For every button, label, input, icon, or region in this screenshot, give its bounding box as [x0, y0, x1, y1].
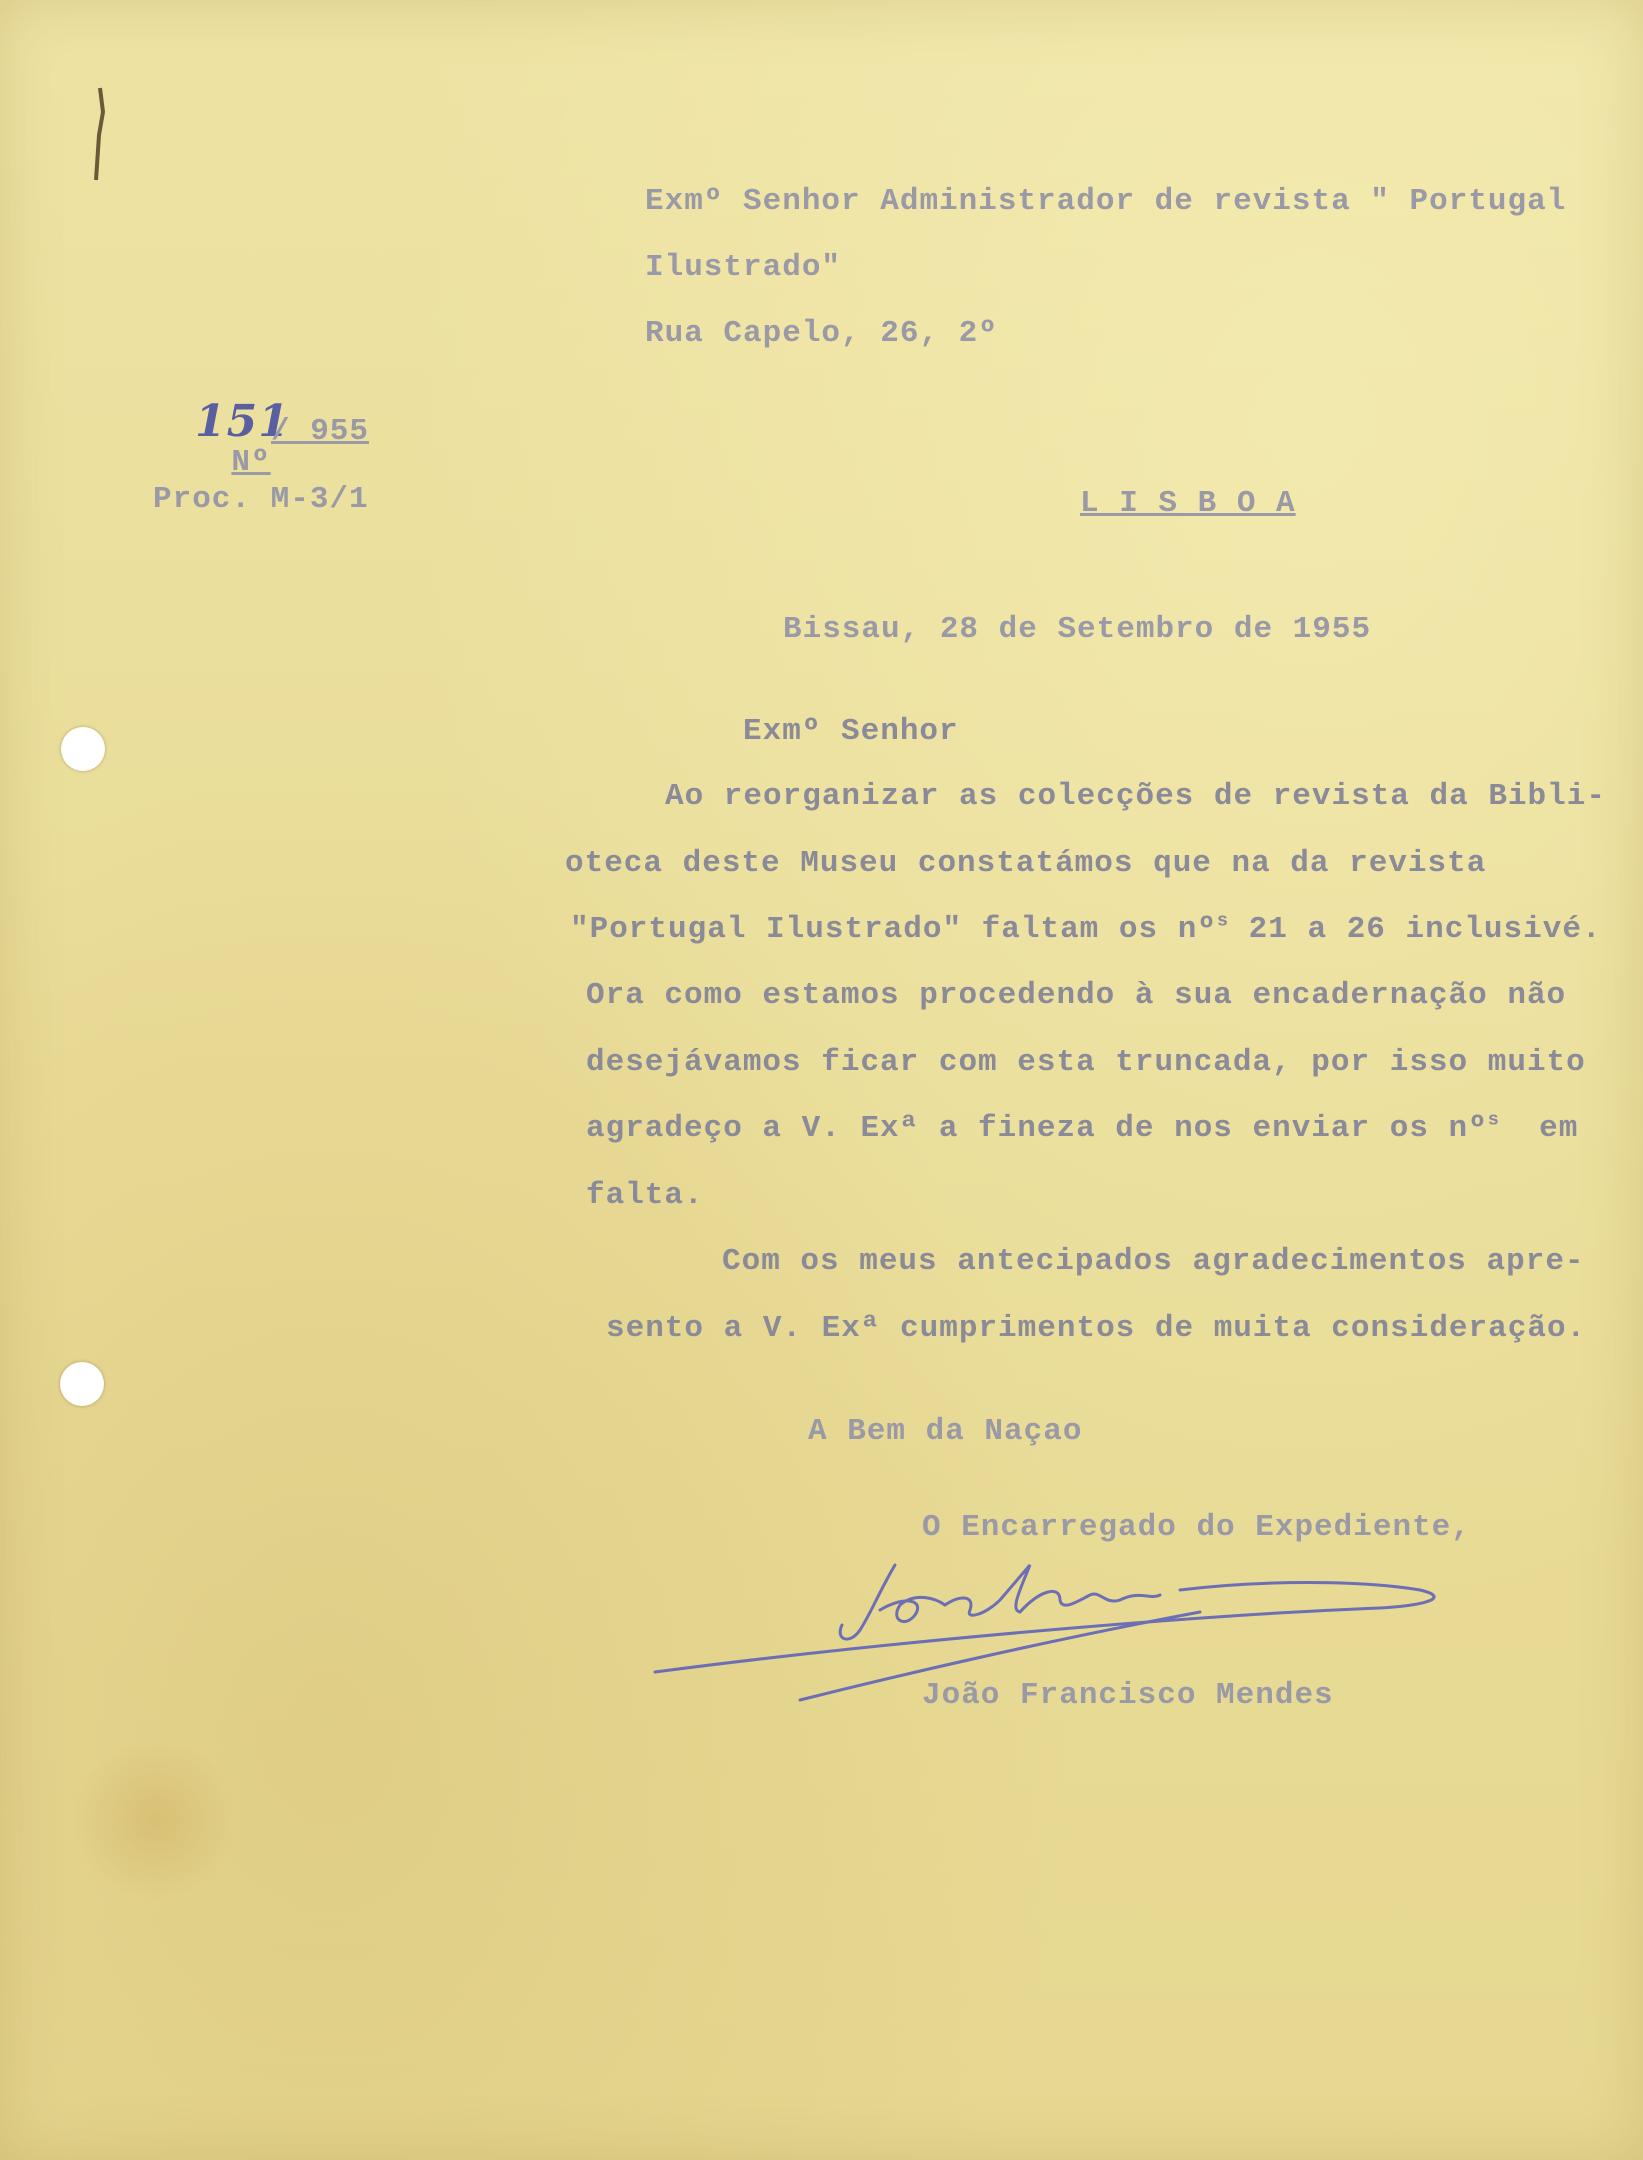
body-line-7: falta. — [586, 1178, 704, 1213]
body-line-3-part-a: "Portugal Ilustrado" faltam os nº — [570, 912, 1217, 947]
body-line-6-part-a: agradeço a V. Exª a fineza de nos enviar os nº — [586, 1111, 1488, 1146]
body-line-2: oteca deste Museu constatámos que na da revista — [565, 846, 1487, 881]
body-line-5: desejávamos ficar com esta truncada, por isso muito — [586, 1045, 1586, 1080]
body-line-4: Ora como estamos procedendo à sua encadernação não — [586, 978, 1567, 1013]
salutation: Exmº Senhor — [743, 714, 959, 749]
body-line-1: Ao reorganizar as colecções de revista da Bibli- — [665, 779, 1606, 814]
addressee-line-1: Exmº Senhor Administrador de revista " Portugal — [645, 184, 1567, 219]
staple-mark — [96, 88, 103, 180]
reference-number-handwritten: 151 — [195, 396, 290, 447]
body-line-9: sento a V. Exª cumprimentos de muita consideração. — [606, 1311, 1587, 1346]
date-line: Bissau, 28 de Setembro de 1955 — [783, 612, 1372, 647]
addressee-city: L I S B O A — [1080, 486, 1296, 521]
closing: A Bem da Naçao — [808, 1414, 1083, 1449]
reference-number-prefix: Nº — [231, 445, 271, 480]
body-line-6-part-b: em — [1499, 1111, 1579, 1146]
addressee-line-2: Ilustrado" — [645, 250, 842, 285]
body-line-8: Com os meus antecipados agradecimentos apre- — [722, 1244, 1585, 1279]
body-line-6 — [586, 1109, 1579, 1146]
reference-number-suffix: / 955 — [271, 414, 370, 449]
body-line-3-superscript: s — [1216, 910, 1230, 932]
body-line-6-superscript: s — [1487, 1109, 1500, 1131]
signatory-role: O Encarregado do Expediente, — [922, 1510, 1471, 1545]
body-line-3 — [570, 910, 1602, 947]
signatory-name: João Francisco Mendes — [922, 1678, 1334, 1713]
addressee-line-3: Rua Capelo, 26, 2º — [645, 316, 998, 351]
body-line-3-part-b: 21 a 26 inclusivé. — [1229, 912, 1602, 947]
process-reference: Proc. M-3/1 — [153, 482, 369, 517]
